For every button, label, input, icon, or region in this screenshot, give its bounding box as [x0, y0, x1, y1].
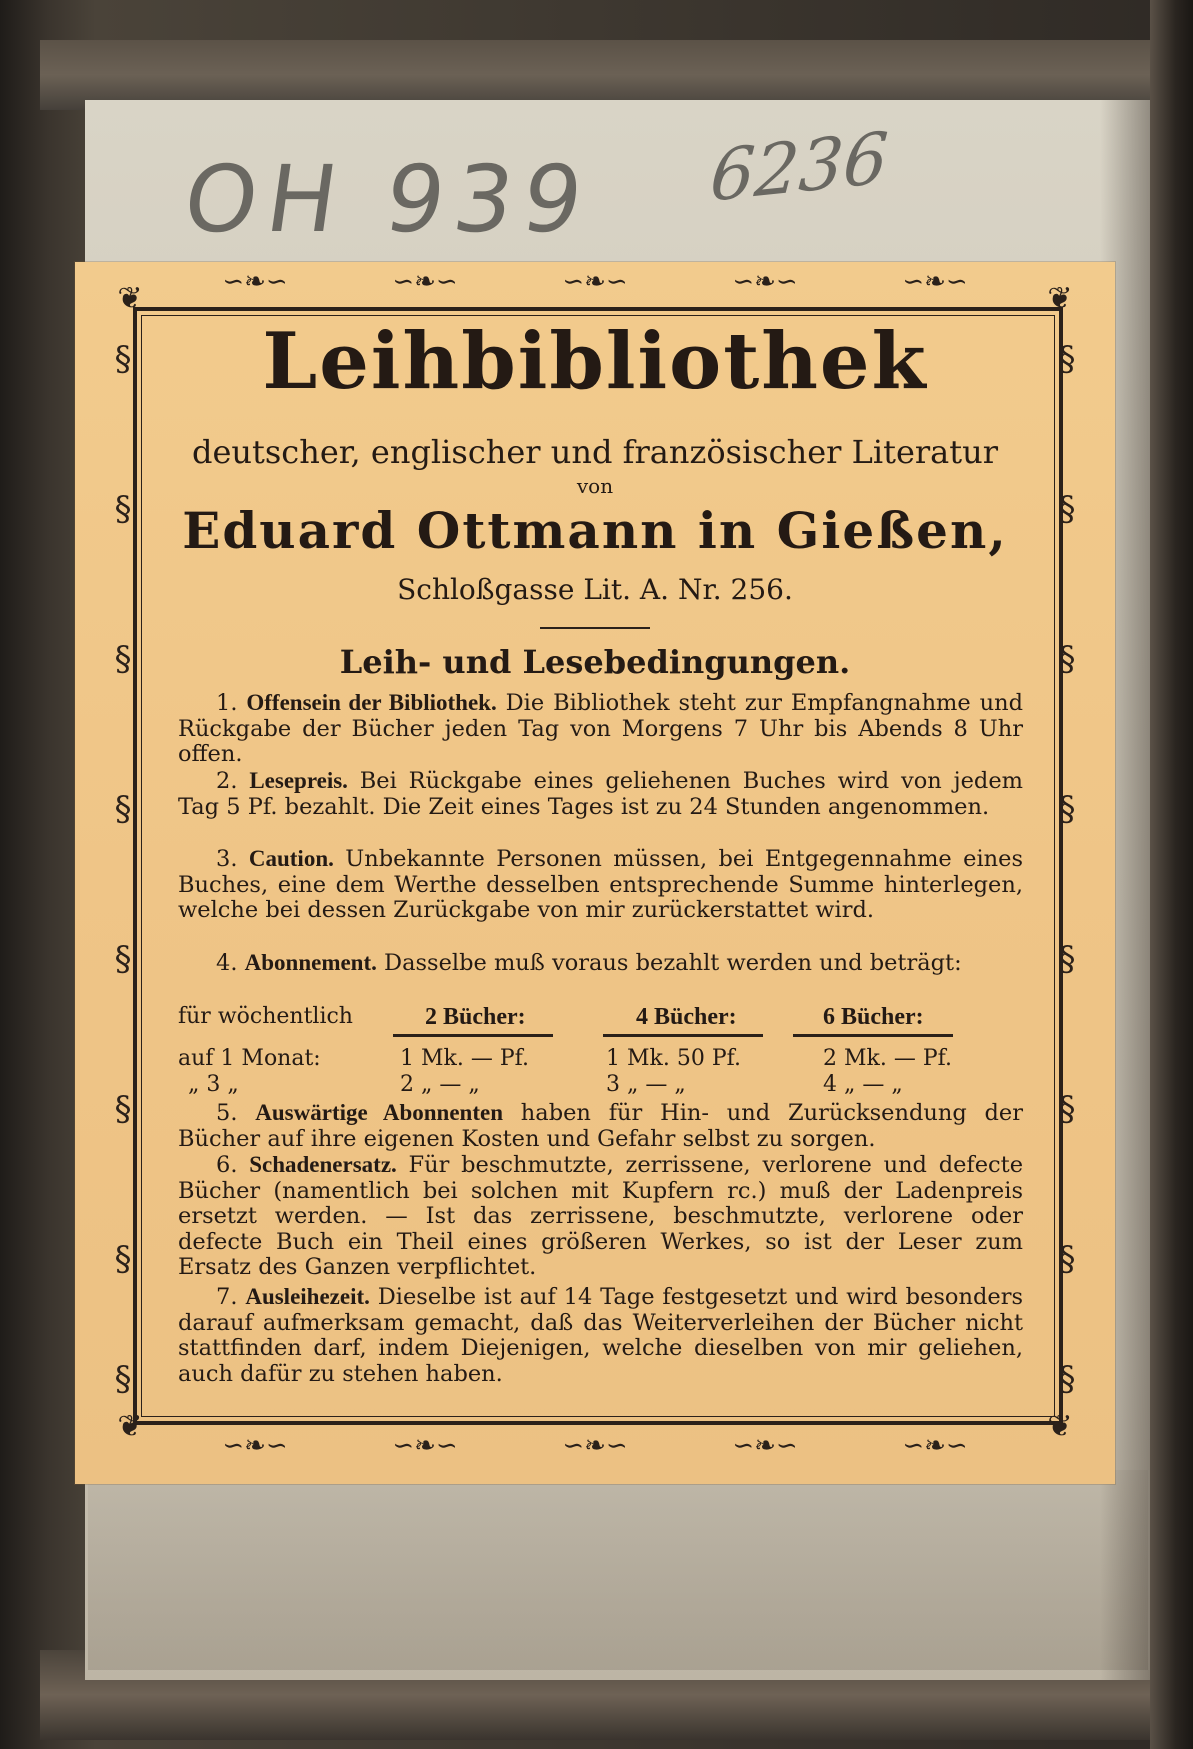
column-underline	[603, 1034, 763, 1037]
side-scroll-ornament-icon: §	[1058, 939, 1076, 979]
column-underline	[393, 1034, 553, 1037]
side-scroll-ornament-icon: §	[114, 639, 132, 679]
section-text: Unbekannte Personen müssen, bei Entgegennahme eines Buches, eine dem Werthe desselben entsprechende Summe hinterlegen, welche bei dessen Zurückgabe von mir zurückerstattet wird.	[178, 846, 1024, 923]
section-number: 3.	[216, 846, 238, 872]
side-scroll-ornament-icon: §	[1058, 1239, 1076, 1279]
scroll-ornament-icon: ∽❧∽	[392, 267, 458, 297]
section-number: 7.	[216, 1284, 238, 1310]
side-scroll-ornament-icon: §	[114, 939, 132, 979]
side-scroll-ornament-icon: §	[114, 339, 132, 379]
owner-name: Eduard Ottmann in Gießen,	[182, 501, 1008, 560]
condition-section-5	[178, 1100, 1023, 1152]
price-column-header: 2 Bücher:	[425, 1004, 526, 1030]
side-scroll-ornament-icon: §	[1058, 1089, 1076, 1129]
side-scroll-ornament-icon: §	[1058, 789, 1076, 829]
column-underline	[793, 1034, 953, 1037]
library-title: Leihbibliothek	[262, 316, 928, 407]
section-text: Die Bibliothek steht zur Empfangnahme und Rückgabe der Bücher jeden Tag von Morgens 7 Uhr bis Abends 8 Uhr offen.	[178, 690, 1023, 767]
section-heading: Ausleihezeit.	[245, 1284, 370, 1309]
section-number: 6.	[216, 1152, 238, 1178]
owner-address: Schloßgasse Lit. A. Nr. 256.	[397, 573, 793, 606]
section-number: 4.	[216, 950, 238, 976]
book-spine	[1150, 0, 1193, 1749]
price-cell: 2 Mk. — Pf.	[823, 1046, 952, 1071]
section-heading: Auswärtige Abonnenten	[255, 1100, 503, 1125]
section-text: haben für Hin- und Zurücksendung der Bücher auf ihre eigenen Kosten und Gefahr selbst zu sorgen.	[178, 1100, 1024, 1152]
endpaper-stain	[88, 1470, 1148, 1670]
divider-rule	[540, 627, 650, 629]
library-label	[75, 262, 1115, 1484]
condition-section-6	[178, 1152, 1023, 1281]
section-text: Dasselbe muß voraus bezahlt werden und beträgt:	[384, 950, 962, 976]
scroll-ornament-icon: ∽❧∽	[732, 1431, 798, 1461]
price-cell: 3 „ — „	[606, 1072, 686, 1097]
scroll-ornament-icon: ∽❧∽	[732, 267, 798, 297]
price-cell: 1 Mk. 50 Pf.	[606, 1046, 741, 1071]
scroll-ornament-icon: ∽❧∽	[222, 267, 288, 297]
scroll-ornament-icon: ∽❧∽	[222, 1431, 288, 1461]
scroll-ornament-icon: ∽❧∽	[902, 267, 968, 297]
von-text: von	[576, 474, 614, 498]
section-heading: Lesepreis.	[249, 768, 348, 793]
side-scroll-ornament-icon: §	[1058, 639, 1076, 679]
handwritten-number: 6236	[707, 116, 891, 219]
library-subtitle: deutscher, englischer und französischer Literatur	[191, 433, 999, 471]
scroll-ornament-icon: ∽❧∽	[392, 1431, 458, 1461]
condition-section-4	[178, 950, 1023, 977]
handwritten-shelfmark: OH 939	[177, 146, 600, 253]
section-number: 1.	[216, 690, 238, 716]
price-column-header: 6 Bücher:	[823, 1004, 924, 1030]
price-row-label: auf 1 Monat:	[178, 1046, 321, 1071]
side-scroll-ornament-icon: §	[1058, 339, 1076, 379]
price-column-header: 4 Bücher:	[636, 1004, 737, 1030]
section-heading: Offensein der Bibliothek.	[246, 690, 497, 715]
corner-flourish-icon: ❦	[117, 281, 143, 316]
side-scroll-ornament-icon: §	[1058, 1359, 1076, 1399]
corner-flourish-icon: ❦	[1047, 1409, 1073, 1444]
scroll-ornament-icon: ∽❧∽	[562, 1431, 628, 1461]
price-cell: 4 „ — „	[823, 1072, 903, 1097]
section-number: 2.	[216, 768, 238, 794]
section-text: Dieselbe ist auf 14 Tage festgesetzt und wird besonders darauf aufmerksam gemacht, daß das Weiterverleihen der Bücher nicht stattfinden darf, indem Diejenigen, welche dieselben von mir geliehen, auch dafür zu stehen haben.	[178, 1284, 1023, 1387]
corner-flourish-icon: ❦	[1047, 281, 1073, 316]
section-text: Bei Rückgabe eines geliehenen Buches wird von jedem Tag 5 Pf. bezahlt. Die Zeit eines Tages ist zu 24 Stunden angenommen.	[178, 768, 1023, 820]
price-row	[178, 1070, 1023, 1100]
section-heading: Schadenersatz.	[249, 1152, 397, 1177]
scroll-ornament-icon: ∽❧∽	[902, 1431, 968, 1461]
condition-section-1	[178, 690, 1023, 768]
side-scroll-ornament-icon: §	[114, 789, 132, 829]
section-number: 5.	[216, 1100, 238, 1126]
scroll-ornament-icon: ∽❧∽	[562, 267, 628, 297]
section-heading: Caution.	[248, 846, 334, 871]
price-cell: 1 Mk. — Pf.	[400, 1046, 529, 1071]
side-scroll-ornament-icon: §	[114, 1239, 132, 1279]
price-cell: 2 „ — „	[400, 1072, 480, 1097]
price-table-header	[178, 1002, 1023, 1032]
section-text: Für beschmutzte, zerrissene, verlorene und defecte Bücher (namentlich bei solchen mit Kupfern rc.) muß der Ladenpreis ersetzt werden. — Ist das zerrissene, beschmutzte, verlorene oder defecte Buch ein Theil eines größeren Werkes, so ist der Leser zum Ersatz des Ganzen verpflichtet.	[178, 1152, 1024, 1280]
price-row-label: „ 3 „	[188, 1072, 239, 1097]
condition-section-7	[178, 1284, 1023, 1387]
side-scroll-ornament-icon: §	[1058, 489, 1076, 529]
corner-flourish-icon: ❦	[117, 1409, 143, 1444]
side-scroll-ornament-icon: §	[114, 489, 132, 529]
side-scroll-ornament-icon: §	[114, 1089, 132, 1129]
side-scroll-ornament-icon: §	[114, 1359, 132, 1399]
section-heading: Abonnement.	[244, 950, 377, 975]
conditions-heading: Leih- und Lesebedingungen.	[339, 643, 851, 681]
condition-section-2	[178, 768, 1023, 820]
price-row-label-header: für wöchentlich	[178, 1004, 353, 1029]
condition-section-3	[178, 846, 1023, 924]
